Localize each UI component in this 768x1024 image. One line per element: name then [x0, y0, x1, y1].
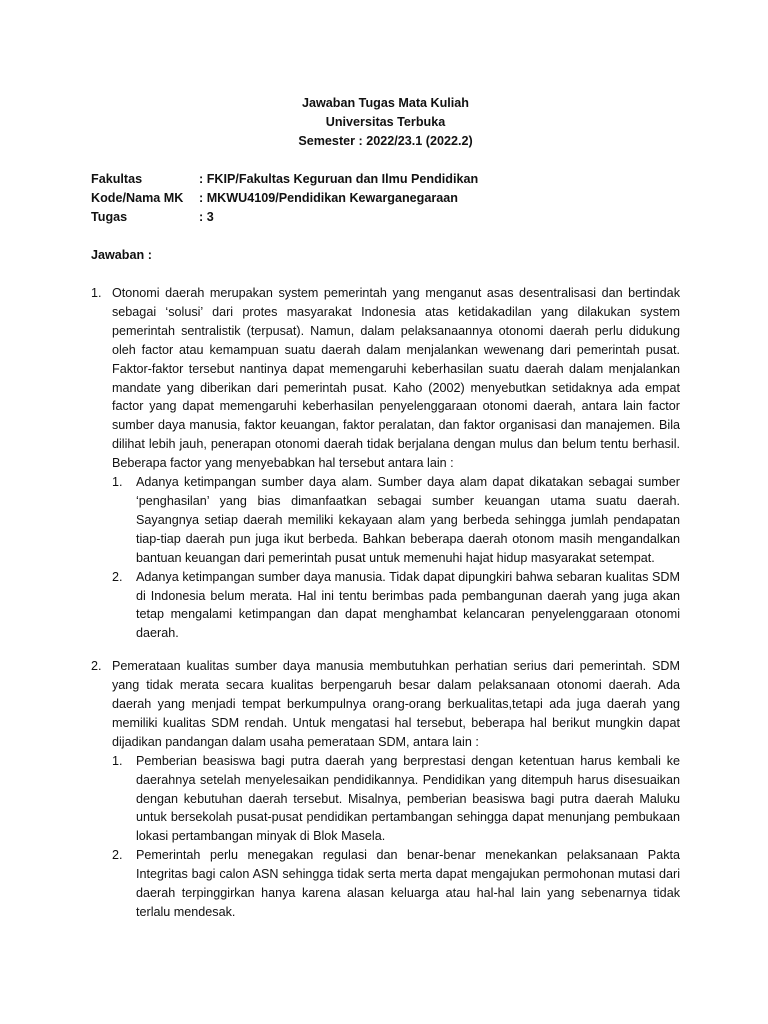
item-paragraph: Otonomi daerah merupakan system pemerintah yang menganut asas desentralisasi dan bertindak sebagai ‘solusi’ dari protes masyarakat Indonesia atas ketidakadilan yang dilakukan system pemerintah sentralistik (terpusat). Namun, dalam pelaksanaannya otonomi daerah perlu didukung oleh factor atau kemampuan suatu daerah dalam menjalankan wewenang dari pemerintah pusat. Faktor-faktor tersebut nantinya dapat memengaruhi keberhasilan suatu daerah dalam menjalankan mandate yang diberikan dari pemerintah pusat. Kaho (2002) menyebutkan setidaknya ada empat factor yang dapat memengaruhi keberhasilan penyelenggaraan otonomi daerah, antara lain factor sumber daya manusia, faktor keuangan, faktor peralatan, dan faktor organisasi dan manajemen. Bila dilihat lebih jauh, penerapan otonomi daerah tidak berjalana dengan mulus dan belum tentu berhasil. Beberapa factor yang menyebabkan hal tersebut antara lain :	[112, 286, 680, 471]
info-row-kode	[91, 189, 680, 208]
sub-item-number: 2.	[112, 848, 123, 863]
info-row-fakultas	[91, 170, 680, 189]
info-value: : FKIP/Fakultas Keguruan dan Ilmu Pendidikan	[199, 172, 479, 186]
sub-list	[112, 752, 680, 922]
info-row-tugas	[91, 208, 680, 227]
sub-list-item	[112, 752, 680, 847]
sub-item-paragraph: Adanya ketimpangan sumber daya manusia. Tidak dapat dipungkiri bahwa sebaran kualitas SDM di Indonesia belum merata. Hal ini tentu berimbas pada pembangunan daerah yang juga akan tetap mengalami ketimpangan dan dapat menghambat kelancaran penyelenggaraan otonomi daerah.	[136, 569, 680, 641]
info-value: : 3	[199, 210, 214, 224]
sub-item-number: 2.	[112, 569, 123, 584]
sub-item-paragraph: Pemerintah perlu menegakan regulasi dan benar-benar menekankan pelaksanaan Pakta Integritas bagi calon ASN sehingga tidak serta merta dapat mengajukan permohonan mutasi dari daerah terpinggirkan hanya karena alasan keluarga atau hal-hal lain yang sebenarnya tidak terlalu mendesak.	[136, 848, 680, 919]
list-item	[91, 657, 680, 922]
title-line-3: Semester : 2022/23.1 (2022.2)	[298, 134, 473, 148]
title-line-2: Universitas Terbuka	[325, 115, 446, 129]
title-line-1: Jawaban Tugas Mata Kuliah	[301, 96, 470, 110]
sub-list-item	[112, 568, 680, 644]
sub-item-paragraph: Adanya ketimpangan sumber daya alam. Sumber daya alam dapat dikatakan sebagai sumber ‘penghasilan’ yang bias dimanfaatkan sebagai sumber keuangan utama suatu daerah. Sayangnya setiap daerah memiliki kekayaan alam yang berbeda sehingga jumlah pendapatan tiap-tiap daerah pun juga ikut berbeda. Bahkan beberapa daerah otonom masih mengandalkan bantuan keuangan dari pemerintah pusat untuk memenuhi hajat hidup masyarakat setempat.	[136, 475, 680, 565]
answer-heading: Jawaban :	[91, 248, 152, 262]
item-number: 1.	[91, 286, 102, 300]
sub-item-number: 1.	[112, 475, 123, 490]
info-label: Tugas	[91, 210, 128, 224]
info-label: Fakultas	[91, 172, 143, 186]
item-paragraph: Pemerataan kualitas sumber daya manusia membutuhkan perhatian serius dari pemerintah. SDM yang tidak merata secara kualitas berpengaruh besar dalam pelaksanaan otonomi daerah. Ada daerah yang menjadi tempat berkumpulnya orang-orang berkualitas,tetapi ada juga daerah yang memiliki kualitas SDM rendah. Untuk mengatasi hal tersebut, beberapa hal berikut mungkin dapat dijadikan pandangan dalam usaha pemerataan SDM, antara lain :	[112, 659, 680, 749]
list-item	[91, 284, 680, 643]
answer-list	[91, 284, 680, 922]
item-number: 2.	[91, 659, 102, 674]
info-label: Kode/Nama MK	[91, 191, 184, 205]
sub-list	[112, 473, 680, 643]
document-title-block	[91, 94, 680, 151]
sub-item-number: 1.	[112, 753, 123, 768]
sub-list-item	[112, 473, 680, 568]
info-table	[91, 170, 680, 227]
sub-list-item	[112, 846, 680, 922]
info-value: : MKWU4109/Pendidikan Kewarganegaraan	[199, 191, 458, 205]
sub-item-paragraph: Pemberian beasiswa bagi putra daerah yang berprestasi dengan ketentuan harus kembali ke daerahnya setelah menyelesaikan pendidikannya. Pendidikan yang ditempuh harus disesuaikan dengan kebutuhan daerah tersebut. Misalnya, pemberian beasiswa bagi putra daerah Maluku untuk bersekolah pusat-pusat pendidikan pertambangan sehingga dapat menunjang pembukaan lokasi pertambangan minyak di Blok Masela.	[136, 753, 680, 844]
